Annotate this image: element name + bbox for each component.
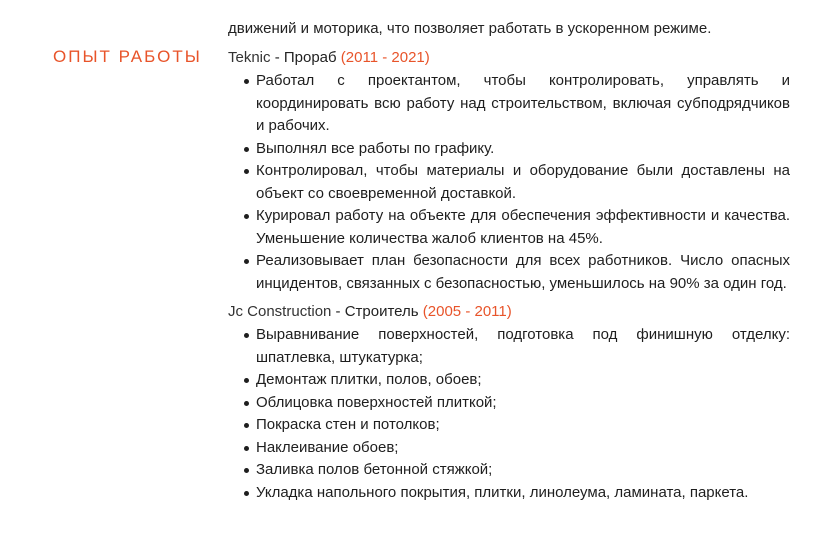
job-position: Прораб [283, 49, 337, 66]
job-duty-item: Контролировал, чтобы материалы и оборудование были доставлены на объект со своевременной доставкой. [256, 160, 790, 205]
job-duty-item: Покраска стен и потолков; [256, 414, 790, 437]
section-heading-experience: ОПЫТ РАБОТЫ [53, 47, 202, 66]
job-period: (2011 - 2021) [340, 49, 430, 66]
job-duty-item: Облицовка поверхностей плиткой; [256, 392, 790, 415]
job-company: Jc Construction [228, 303, 332, 320]
job-separator: - [270, 49, 284, 66]
job-entry [228, 47, 790, 295]
job-duty-item: Реализовывает план безопасности для всех работников. Число опасных инцидентов, связанных с безопасностью, уменьшилось на 90% за один год. [256, 250, 790, 295]
job-duty-item: Заливка полов бетонной стяжкой; [256, 459, 790, 482]
job-title [228, 301, 790, 323]
job-duty-item: Курировал работу на объекте для обеспечения эффективности и качества. Уменьшение количества жалоб клиентов на 45%. [256, 205, 790, 250]
job-duty-item: Выравнивание поверхностей, подготовка под финишную отделку: шпатлевка, штукатурка; [256, 324, 790, 369]
job-title [228, 47, 790, 69]
experience-section [228, 47, 790, 510]
job-period: (2005 - 2011) [422, 303, 512, 320]
job-company: Teknic [228, 49, 271, 66]
job-duties-list [228, 70, 790, 295]
job-duties-list [228, 324, 790, 504]
intro-text-tail: движений и моторика, что позволяет работать в ускоренном режиме. [228, 20, 712, 37]
job-entry [228, 301, 790, 504]
job-position: Строитель [344, 303, 419, 320]
job-duty-item: Работал с проектантом, чтобы контролировать, управлять и координировать всю работу над строительством, включая субподрядчиков и рабочих. [256, 70, 790, 138]
job-duty-item: Укладка напольного покрытия, плитки, линолеума, ламината, паркета. [256, 482, 790, 505]
job-duty-item: Выполнял все работы по графику. [256, 138, 790, 161]
job-duty-item: Демонтаж плитки, полов, обоев; [256, 369, 790, 392]
job-duty-item: Наклеивание обоев; [256, 437, 790, 460]
job-separator: - [331, 303, 345, 320]
